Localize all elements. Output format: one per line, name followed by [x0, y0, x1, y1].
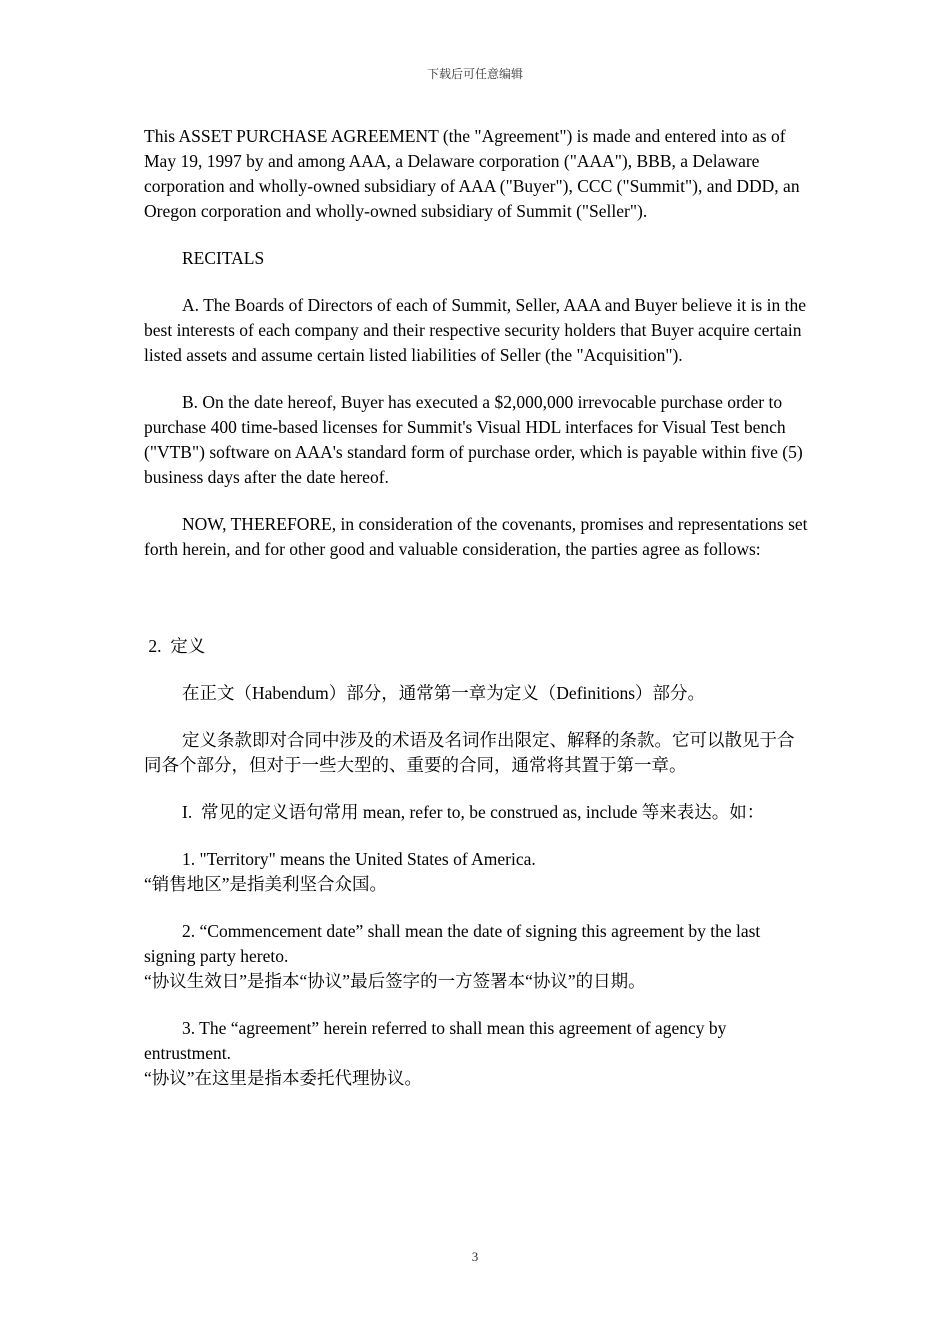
example-2-en: 2. “Commencement date” shall mean the date of signing this agreement by the last signing party hereto. — [144, 921, 765, 966]
common-phrases-paragraph: I. 常见的定义语句常用 mean, refer to, be construed as, include 等来表达。如： — [182, 802, 765, 822]
example-1-en: 1. "Territory" means the United States of America. — [182, 849, 536, 869]
section-heading: 2. 定义 — [144, 636, 206, 656]
page-header: 下载后可任意编辑 — [426, 67, 523, 81]
example-2-zh: “协议生效日”是指本“协议”最后签字的一方签署本“协议”的日期。 — [144, 971, 646, 991]
example-1-zh: “销售地区”是指美利坚合众国。 — [144, 874, 388, 894]
habendum-paragraph: 在正文（Habendum）部分，通常第一章为定义（Definitions）部分。 — [182, 683, 706, 703]
example-3-en: 3. The “agreement” herein referred to shall mean this agreement of agency by entrustment. — [144, 1018, 731, 1063]
recitals-heading: RECITALS — [182, 248, 265, 268]
definition-clause-paragraph: 定义条款即对合同中涉及的术语及名词作出限定、解释的条款。它可以散见于合同各个部分，但对于一些大型的、重要的合同，通常将其置于第一章。 — [144, 730, 795, 775]
recital-a-paragraph: A. The Boards of Directors of each of Summit, Seller, AAA and Buyer believe it is in the best interests of each company and their respective security holders that Buyer acquire certain listed assets and assume certain listed liabilities of Seller (the "Acquisition"). — [144, 295, 811, 365]
example-3-zh: “协议”在这里是指本委托代理协议。 — [144, 1068, 423, 1088]
document-body — [144, 124, 812, 1091]
intro-paragraph: This ASSET PURCHASE AGREEMENT (the "Agreement") is made and entered into as of May 19, 1997 by and among AAA, a Delaware corporation ("AAA"), BBB, a Delaware corporation and wholly-owned subsidiary of AAA ("Buyer"), CCC ("Summit"), and DDD, an Oregon corporation and wholly-owned subsidiary of Summit ("Seller"). — [144, 126, 804, 221]
recital-b-paragraph: B. On the date hereof, Buyer has executed a $2,000,000 irrevocable purchase order to purchase 400 time-based licenses for Summit's Visual HDL interfaces for Visual Test bench ("VTB") software on AAA's standard form of purchase order, which is payable within five (5) business days after the date hereof. — [144, 392, 808, 487]
page-number: 3 — [471, 1249, 479, 1264]
now-therefore-paragraph: NOW, THEREFORE, in consideration of the covenants, promises and representations set forth herein, and for other good and valuable consideration, the parties agree as follows: — [144, 514, 812, 559]
